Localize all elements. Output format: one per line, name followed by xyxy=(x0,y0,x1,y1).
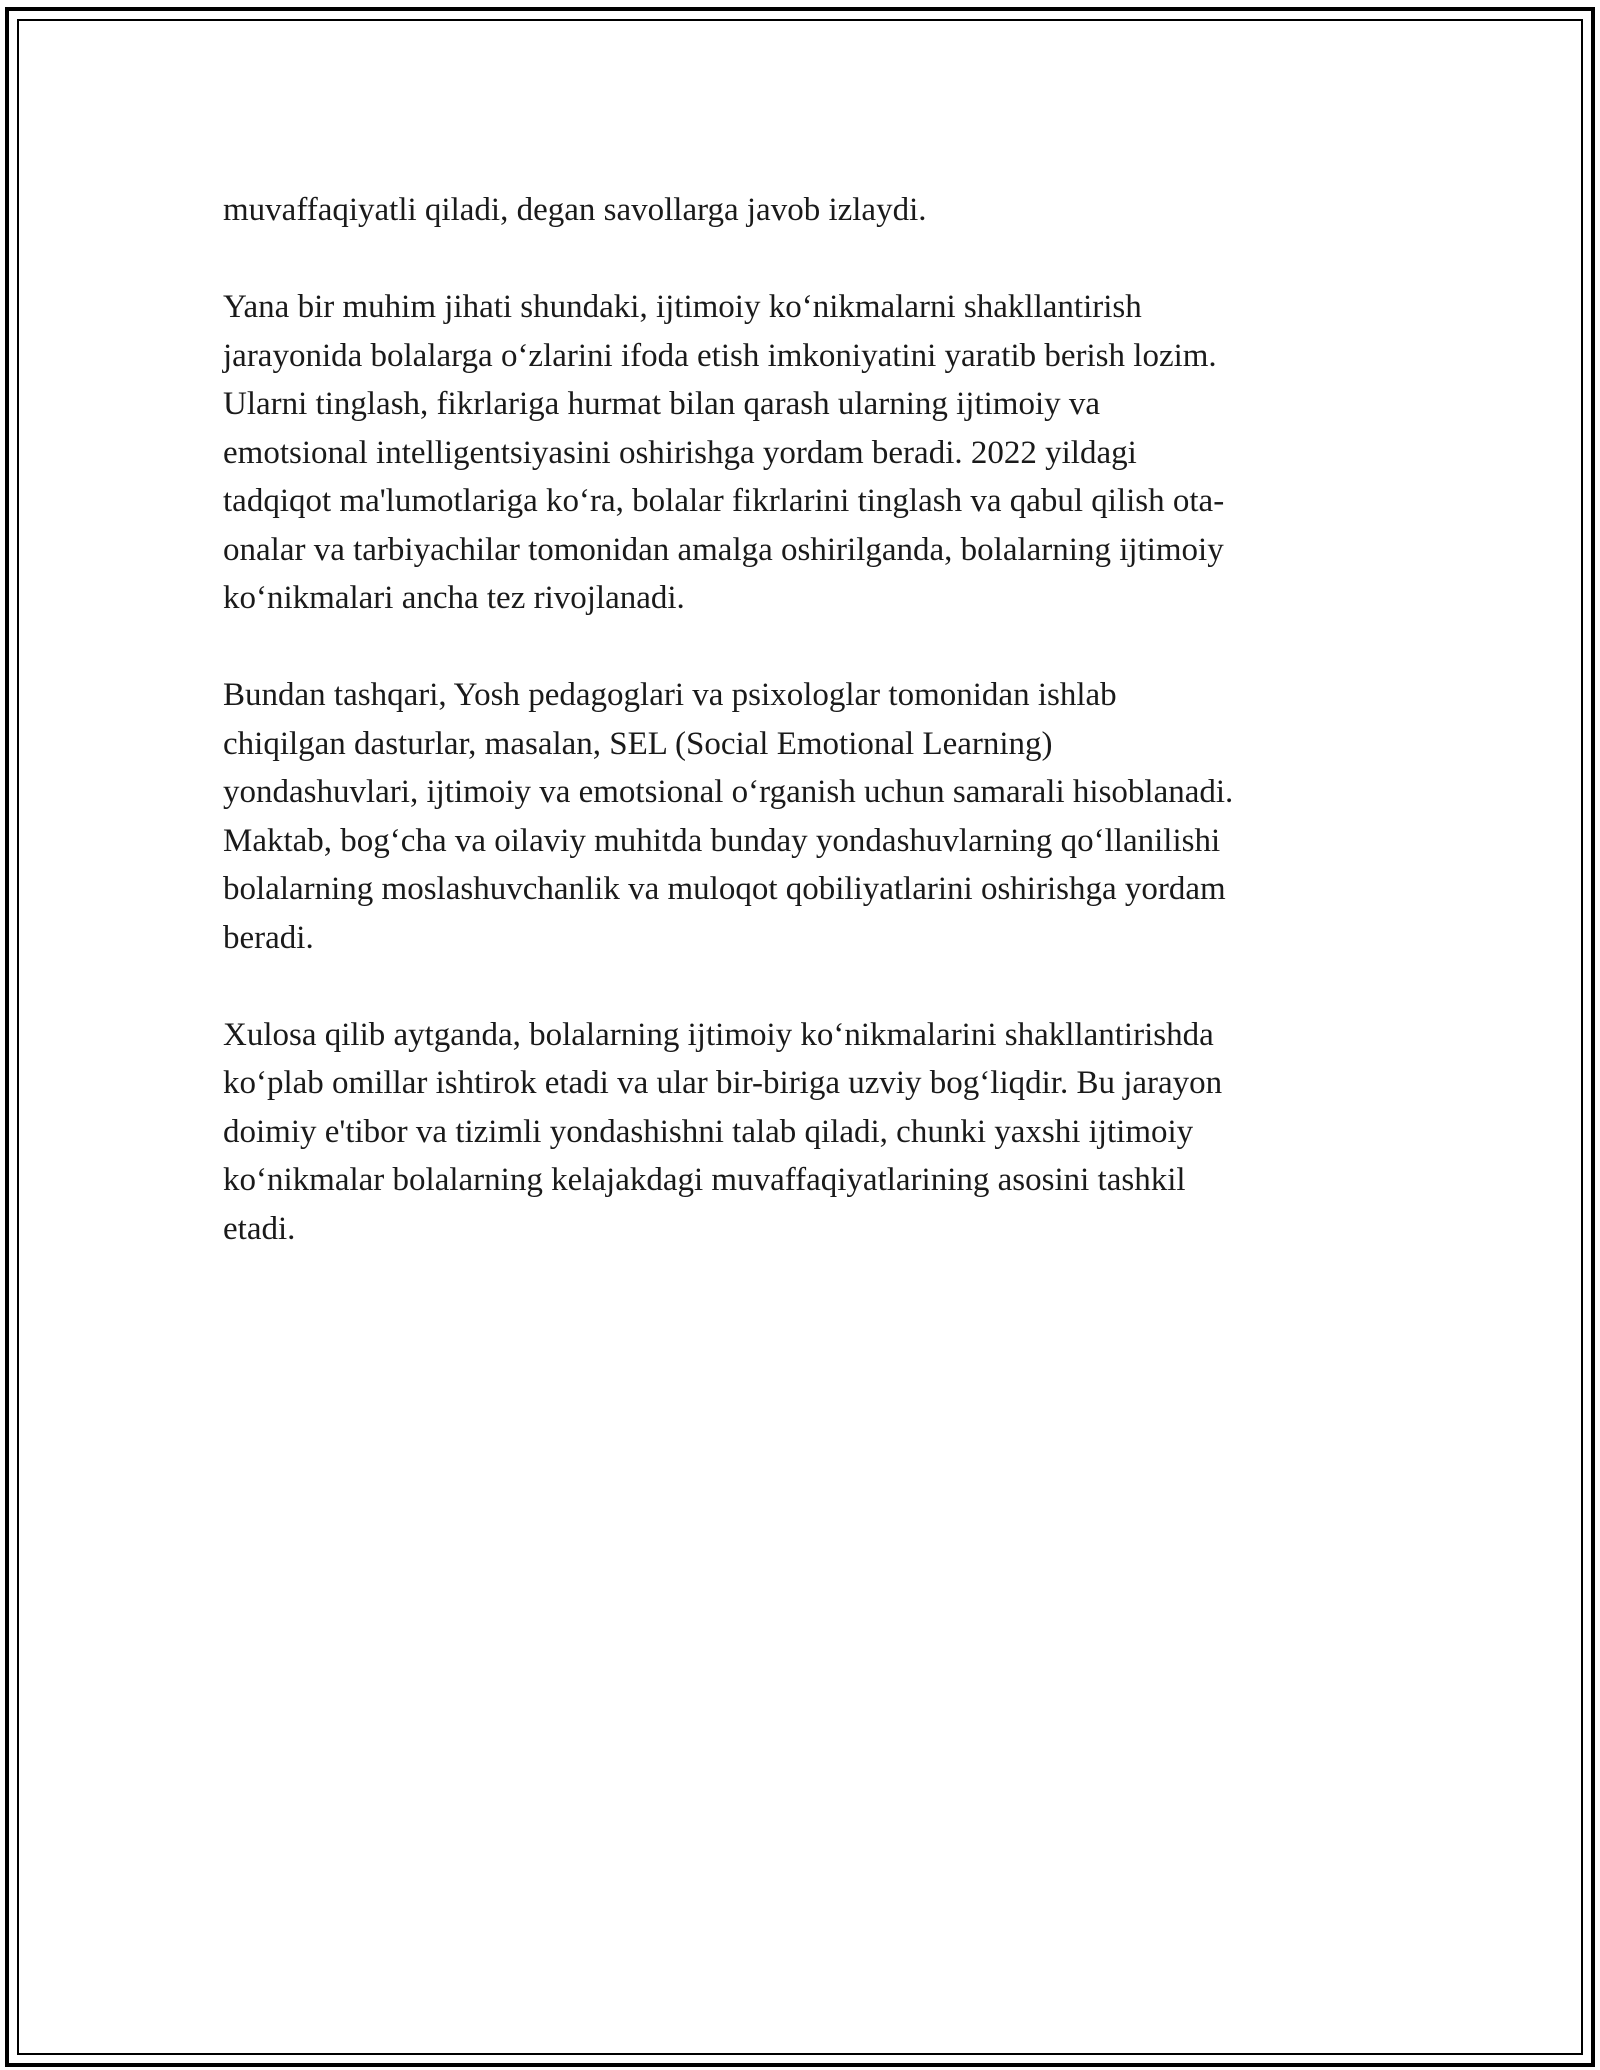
text-line: yondashuvlari, ijtimoiy va emotsional o‘rganish uchun samarali hisoblanadi. xyxy=(223,774,1234,810)
text-line: etadi. xyxy=(223,1210,296,1247)
text-line: muvaffaqiyatli qiladi, degan savollarga javob izlaydi. xyxy=(223,192,927,228)
text-line: chiqilgan dasturlar, masalan, SEL (Social Emotional Learning) xyxy=(223,725,1053,762)
text-line: Maktab, bog‘cha va oilaviy muhitda bunday yondashuvlarning qo‘llanilishi xyxy=(223,822,1221,859)
document-body xyxy=(223,186,1393,1302)
text-line: jarayonida bolalarga o‘zlarini ifoda etish imkoniyatini yaratib berish lozim. xyxy=(223,337,1217,374)
paragraph-1 xyxy=(223,186,1393,235)
text-line: ko‘plab omillar ishtirok etadi va ular bir-biriga uzviy bog‘liqdir. Bu jarayon xyxy=(223,1065,1223,1101)
paragraph-2 xyxy=(223,283,1393,623)
text-line: beradi. xyxy=(223,919,314,956)
text-line: Yana bir muhim jihati shundaki, ijtimoiy ko‘nikmalarni shakllantirish xyxy=(223,289,1142,325)
text-line: ko‘nikmalari ancha tez rivojlanadi. xyxy=(223,580,685,616)
text-line: Ularni tinglash, fikrlariga hurmat bilan qarash ularning ijtimoiy va xyxy=(223,386,1101,422)
text-line: bolalarning moslashuvchanlik va muloqot qobiliyatlarini oshirishga yordam xyxy=(223,871,1226,907)
text-line: onalar va tarbiyachilar tomonidan amalga oshirilganda, bolalarning ijtimoiy xyxy=(223,531,1224,568)
text-line: Xulosa qilib aytganda, bolalarning ijtimoiy ko‘nikmalarini shakllantirishda xyxy=(223,1016,1214,1053)
text-line: Bundan tashqari, Yosh pedagoglari va psixologlar tomonidan ishlab xyxy=(223,677,1117,713)
text-line: emotsional intelligentsiyasini oshirishga yordam beradi. 2022 yildagi xyxy=(223,434,1137,471)
paragraph-3 xyxy=(223,671,1393,962)
paragraph-4 xyxy=(223,1011,1393,1254)
text-line: tadqiqot ma'lumotlariga ko‘ra, bolalar fikrlarini tinglash va qabul qilish ota- xyxy=(223,483,1225,519)
text-line: doimiy e'tibor va tizimli yondashishni talab qiladi, chunki yaxshi ijtimoiy xyxy=(223,1113,1194,1150)
text-line: ko‘nikmalar bolalarning kelajakdagi muvaffaqiyatlarining asosini tashkil xyxy=(223,1162,1186,1198)
